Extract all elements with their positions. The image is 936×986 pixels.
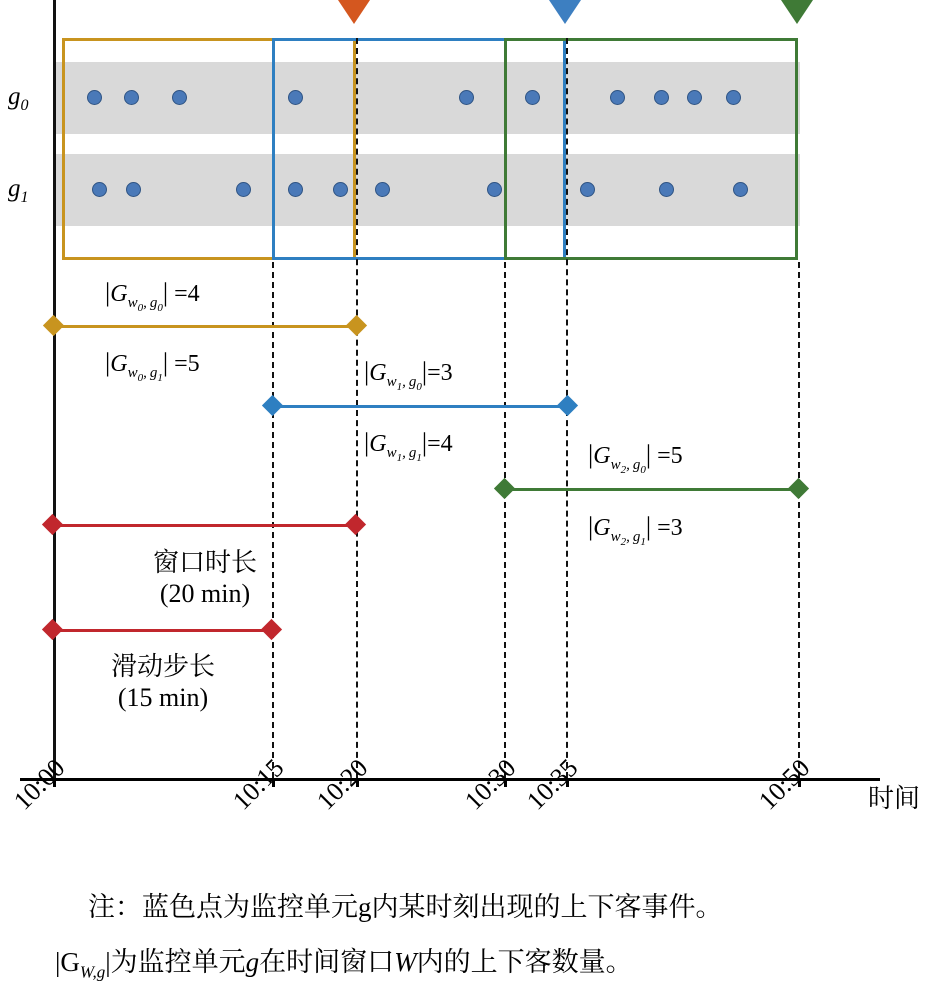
window-span-w2-end-handle [788, 478, 809, 499]
event-dot [733, 182, 748, 197]
lane-label-g0-sub: 0 [20, 97, 29, 114]
count-label-w1-g1: $|G_{w_1, g_1}|=4$ [364, 428, 453, 464]
guideline-10-20 [356, 38, 358, 778]
axis-tick-label-4: 10:30 [459, 753, 522, 816]
window-length-line [60, 524, 356, 527]
count-value-w0-g1: =5 [174, 351, 200, 377]
event-dot [580, 182, 595, 197]
lane-label-g0-text: g [8, 83, 21, 110]
caption-line-1 [88, 885, 723, 924]
event-dot [375, 182, 390, 197]
window-length-start-handle [42, 514, 63, 535]
count-label-w0-g0: $|G_{w_0, g_0}| =4$ [105, 278, 200, 314]
guideline-10-50 [798, 262, 800, 778]
count-label-w1-g0: $|G_{w_1, g_0}|=3$ [364, 357, 453, 393]
slide-step-sub: (15 min) [117, 682, 209, 712]
event-dot [610, 90, 625, 105]
caption-line-2-w: W [394, 947, 417, 977]
window-span-w2-line [510, 488, 800, 491]
count-label-w0-g1: $|G_{w_0, g_1}| =5$ [105, 348, 200, 384]
axis-name-label: 时间 [868, 784, 921, 813]
window-length-sub: (20 min) [159, 578, 251, 608]
window-span-w0-start-handle [43, 315, 64, 336]
event-dot [333, 182, 348, 197]
axis-tick-label-5: 10:35 [521, 753, 584, 816]
event-dot [687, 90, 702, 105]
window-span-w0-end-handle [346, 315, 367, 336]
window-span-w1-end-handle [557, 395, 578, 416]
slide-step-end-handle [261, 619, 282, 640]
slide-step-start-handle [42, 619, 63, 640]
axis-tick-label-2: 10:15 [227, 753, 290, 816]
event-dot [726, 90, 741, 105]
lane-label-g1-sub: 1 [20, 189, 29, 206]
window-span-w1-line [278, 405, 568, 408]
window-span-w2-start-handle [494, 478, 515, 499]
caption-line-2-g: g [245, 947, 260, 977]
count-value-w1-g0: =3 [427, 360, 453, 386]
event-dot [124, 90, 139, 105]
count-value-w2-g1: =3 [657, 515, 683, 541]
caption-line-1-text: 注：蓝色点为监控单元g内某时刻出现的上下客事件。 [88, 892, 723, 922]
event-dot [654, 90, 669, 105]
window-length-end-handle [345, 514, 366, 535]
axis-tick-label-1: 10:00 [8, 753, 71, 816]
lane-label-g0 [8, 83, 29, 115]
caption-line-2-sub: W,g [79, 962, 106, 982]
event-dot [87, 90, 102, 105]
window-marker-w1-icon [549, 0, 581, 24]
window-length-label [85, 548, 325, 609]
lane-label-g1-text: g [8, 175, 21, 202]
event-dot [126, 182, 141, 197]
window-span-w0-line [60, 325, 356, 328]
window-rect-w2 [504, 38, 798, 260]
count-label-w2-g1: $|G_{w_2, g_1}| =3$ [588, 512, 683, 548]
count-value-w1-g1: =4 [427, 431, 453, 457]
window-length-title: 窗口时长 [152, 548, 257, 577]
event-dot [659, 182, 674, 197]
event-dot [236, 182, 251, 197]
slide-step-label [43, 652, 283, 713]
event-dot [288, 182, 303, 197]
event-dot [92, 182, 107, 197]
event-dot [487, 182, 502, 197]
event-dot [172, 90, 187, 105]
window-marker-w0-icon [338, 0, 370, 24]
slide-step-line [60, 629, 272, 632]
window-span-w1-start-handle [262, 395, 283, 416]
axis-tick-label-3: 10:20 [311, 753, 374, 816]
caption-line-2 [55, 940, 633, 982]
event-dot [288, 90, 303, 105]
guideline-10-30 [504, 262, 506, 778]
event-dot [525, 90, 540, 105]
window-marker-w2-icon [781, 0, 813, 24]
event-dot [459, 90, 474, 105]
count-value-w0-g0: =4 [174, 281, 200, 307]
caption-line-2-end: 内的上下客数量。 [416, 947, 633, 977]
slide-step-title: 滑动步长 [110, 652, 215, 681]
time-axis [20, 778, 880, 781]
caption-line-2-pre: |G [55, 947, 80, 977]
caption-line-2-mid2: 在时间窗口 [259, 947, 395, 977]
caption-line-2-mid: |为监控单元 [105, 947, 246, 977]
lane-label-g1 [8, 175, 29, 207]
axis-tick-label-6: 10:50 [753, 753, 816, 816]
count-value-w2-g0: =5 [657, 443, 683, 469]
count-label-w2-g0: $|G_{w_2, g_0}| =5$ [588, 440, 683, 476]
